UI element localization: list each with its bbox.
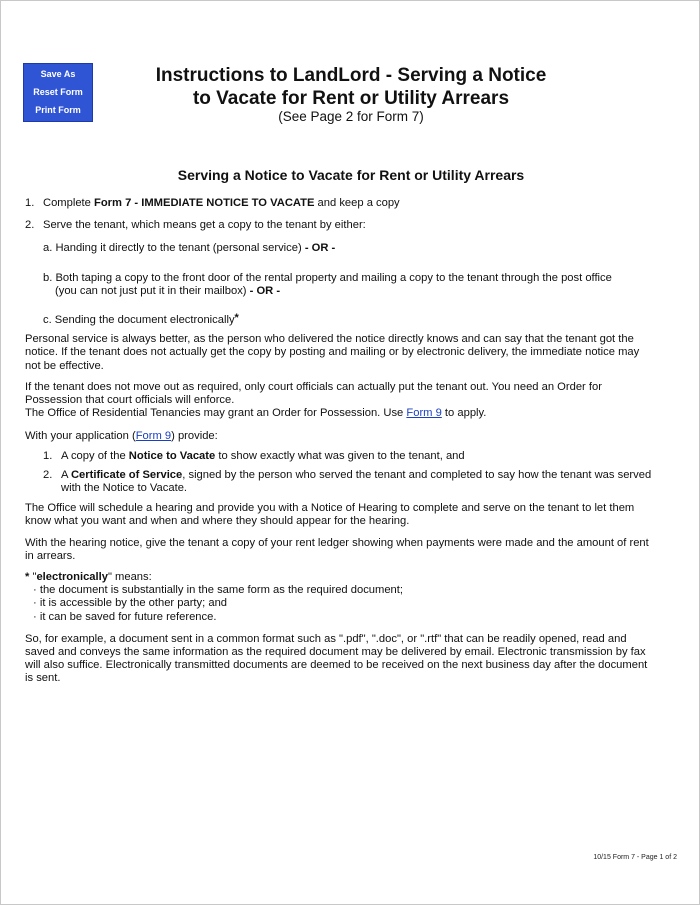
office-pre: The Office of Residential Tenancies may grant an Order for Possession. Use <box>25 407 407 420</box>
example-paragraph: So, for example, a document sent in a common format such as ".pdf", ".doc", or ".rtf" that can be readily opened, read and saved and conveys the same information as the required document may be delivered by email. Electronic transmission by fax will also suffice. Electronically transmitted documents are deemed to be received on the next business day after the document is sent. <box>25 632 648 685</box>
step-1-post: and keep a copy <box>314 197 400 209</box>
form-9-link[interactable]: Form 9 <box>135 430 172 443</box>
application-pre: With your application ( <box>25 430 136 443</box>
item-2-pre: A <box>61 468 71 481</box>
reset-form-button[interactable]: Reset Form <box>33 86 83 97</box>
option-b <box>25 272 655 298</box>
option-a-or: - OR - <box>304 242 336 255</box>
application-item-1 <box>25 450 655 463</box>
step-2-number: 2. <box>25 219 35 232</box>
document-body <box>25 197 655 686</box>
item-2-post: , signed by the person who served the tenant and completed to say how the tenant was served with the Notice to Vacate. <box>61 468 652 495</box>
item-1-pre: A copy of the <box>61 449 129 462</box>
application-item-1-number: 1. <box>43 449 53 462</box>
application-item-2-number: 2. <box>43 468 53 481</box>
form-9-link[interactable]: Form 9 <box>406 407 442 420</box>
definition-item: · it can be saved for future reference. <box>33 610 217 623</box>
item-2-bold: Certificate of Service <box>70 468 183 481</box>
step-1-form-name: Form 7 - IMMEDIATE NOTICE TO VACATE <box>94 197 315 209</box>
item-1-post: to show exactly what was given to the tenant, and <box>215 449 465 462</box>
page-title <box>101 64 601 110</box>
option-b-line-1: b. Both taping a copy to the front door of the rental property and mailing a copy to the tenant through the post office <box>43 271 612 284</box>
application-item-1-text <box>61 450 465 463</box>
move-out-paragraph: If the tenant does not move out as required, only court officials can actually put the tenant out. You need an Order for Possession that court officials will enforce. <box>25 380 602 407</box>
option-c <box>25 312 655 327</box>
step-1 <box>25 197 655 210</box>
save-as-button[interactable]: Save As <box>40 69 76 80</box>
title-line-1: Instructions to LandLord - Serving a Notice <box>155 65 547 86</box>
definition-quote-open: " <box>29 571 37 584</box>
option-c-text: c. Sending the document electronically <box>43 314 235 327</box>
option-b-or: - OR - <box>249 284 281 297</box>
definition-item: · it is accessible by the other party; and <box>33 597 228 610</box>
option-b-line-2-text: (you can not just put it in their mailbox) <box>55 284 250 297</box>
application-post: ) provide: <box>171 430 218 443</box>
ledger-paragraph: With the hearing notice, give the tenant a copy of your rent ledger showing when payments were made and the amount of rent in arrears. <box>25 536 649 562</box>
footnote-star: * <box>234 312 239 325</box>
hearing-paragraph: The Office will schedule a hearing and provide you with a Notice of Hearing to complete and serve on the tenant to let them know what you want and when and where they should appear for the hearing. <box>25 502 635 528</box>
application-item-2-text <box>61 469 655 495</box>
page-subtitle: (See Page 2 for Form 7) <box>278 109 424 124</box>
office-post: to apply. <box>441 407 487 420</box>
form-actions-panel <box>23 63 93 122</box>
option-a <box>25 242 655 255</box>
print-form-button[interactable]: Print Form <box>35 104 81 115</box>
application-paragraph <box>25 430 655 443</box>
title-line-2: to Vacate for Rent or Utility Arrears <box>192 88 510 109</box>
option-a-text: a. Handing it directly to the tenant (personal service) <box>43 242 305 255</box>
step-2 <box>25 219 655 232</box>
electronically-definition <box>25 571 655 584</box>
page-footer: 10/15 Form 7 - Page 1 of 2 <box>593 854 677 861</box>
section-heading: Serving a Notice to Vacate for Rent or Utility Arrears <box>177 167 525 183</box>
definition-term: electronically <box>36 571 108 584</box>
step-2-text: Serve the tenant, which means get a copy to the tenant by either: <box>43 219 366 232</box>
step-1-text <box>43 197 400 210</box>
office-paragraph <box>25 407 655 420</box>
definition-quote-close: " means: <box>107 571 152 584</box>
option-b-line-2 <box>43 285 655 298</box>
definition-star: * <box>25 571 30 584</box>
step-1-pre: Complete <box>43 197 94 209</box>
item-1-bold: Notice to Vacate <box>128 449 216 462</box>
application-item-2 <box>25 469 655 495</box>
definition-list <box>25 584 655 624</box>
personal-service-paragraph: Personal service is always better, as the person who delivered the notice directly knows and can say that the tenant got the notice. If the tenant does not actually get the copy by posting and mailing or by electronic delivery, the immediate notice may not be effective. <box>25 333 640 372</box>
step-1-number: 1. <box>25 197 35 209</box>
definition-item: · the document is substantially in the same form as the required document; <box>33 584 403 597</box>
